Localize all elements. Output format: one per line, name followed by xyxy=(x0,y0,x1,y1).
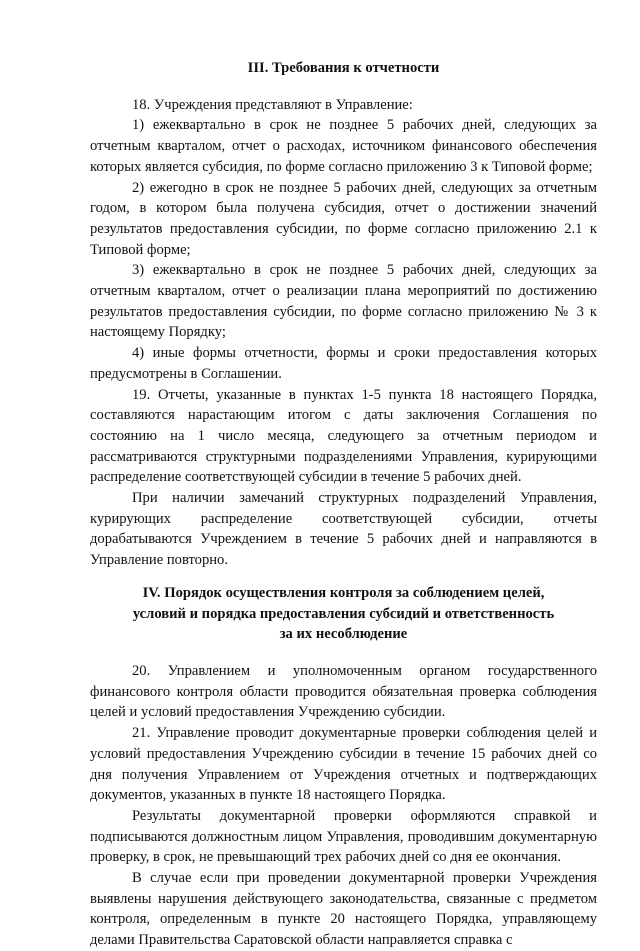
section-4-heading-line-2: условий и порядка предоставления субсидий и ответственность xyxy=(132,605,555,622)
paragraph-21-violations: В случае если при проведении документарной проверки Учреждения выявлены нарушения действующего законодательства, связанные с предметом контроля, определенным в пункте 20 настоящего Порядка, управляющему делами Правительства Саратовской области направляется справка с xyxy=(90,870,597,949)
paragraph-20: 20. Управлением и уполномоченным органом государственного финансового контроля области проводится обязательная проверка соблюдения целей и условий предоставления Учреждению субсидии. xyxy=(90,662,597,721)
section-4-heading xyxy=(90,583,597,645)
paragraph-19: 19. Отчеты, указанные в пунктах 1-5 пункта 18 настоящего Порядка, составляются нарастающим итогом с даты заключения Соглашения по состоянию на 1 число месяца, следующего за отчетным периодом и рассматриваются структурными подразделениями Управления, курирующими распределение соответствующей субсидии в течение 5 рабочих дней. xyxy=(90,386,597,486)
paragraph-19-remarks: При наличии замечаний структурных подразделений Управления, курирующих распределение соответствующей субсидии, отчеты дорабатываются Учреждением в течение 5 рабочих дней и направляются в Управление повторно. xyxy=(90,490,597,569)
section-3-heading: III. Требования к отчетности xyxy=(247,60,440,76)
paragraph-18-item-3: 3) ежеквартально в срок не позднее 5 рабочих дней, следующих за отчетным кварталом, отчет о реализации плана мероприятий по достижению результатов предоставления субсидии, по форме согласно приложению № 3 к настоящему Порядку; xyxy=(90,262,597,341)
paragraph-18-item-1: 1) ежеквартально в срок не позднее 5 рабочих дней, следующих за отчетным кварталом, отчет о расходах, источником финансового обеспечения которых является субсидия, по форме согласно приложению 3 к Типовой форме; xyxy=(90,117,597,175)
section-4-heading-line-3: за их несоблюдение xyxy=(279,626,408,643)
document-body xyxy=(90,58,597,951)
paragraph-18-item-4: 4) иные формы отчетности, формы и сроки предоставления которых предусмотрены в Соглашении. xyxy=(90,345,597,382)
section-4-heading-line-1: IV. Порядок осуществления контроля за соблюдением целей, xyxy=(142,584,545,601)
paragraph-21: 21. Управление проводит документарные проверки соблюдения целей и условий предоставления Учреждению субсидии в течение 15 рабочих дней со дня получения Управлением от Учреждения отчетных и подтверждающих документов, указанных в пункте 18 настоящего Порядка. xyxy=(90,725,597,804)
paragraph-21-results: Результаты документарной проверки оформляются справкой и подписываются должностным лицом Управления, проводившим документарную проверку, в срок, не превышающий трех рабочих дней со дня ее окончания. xyxy=(90,807,597,866)
paragraph-18: 18. Учреждения представляют в Управление: xyxy=(132,96,413,113)
paragraph-18-item-2: 2) ежегодно в срок не позднее 5 рабочих дней, следующих за отчетным годом, в котором была получена субсидия, отчет о достижении значений результатов предоставления субсидии, по форме согласно приложению 2.1 к Типовой форме; xyxy=(90,179,597,258)
